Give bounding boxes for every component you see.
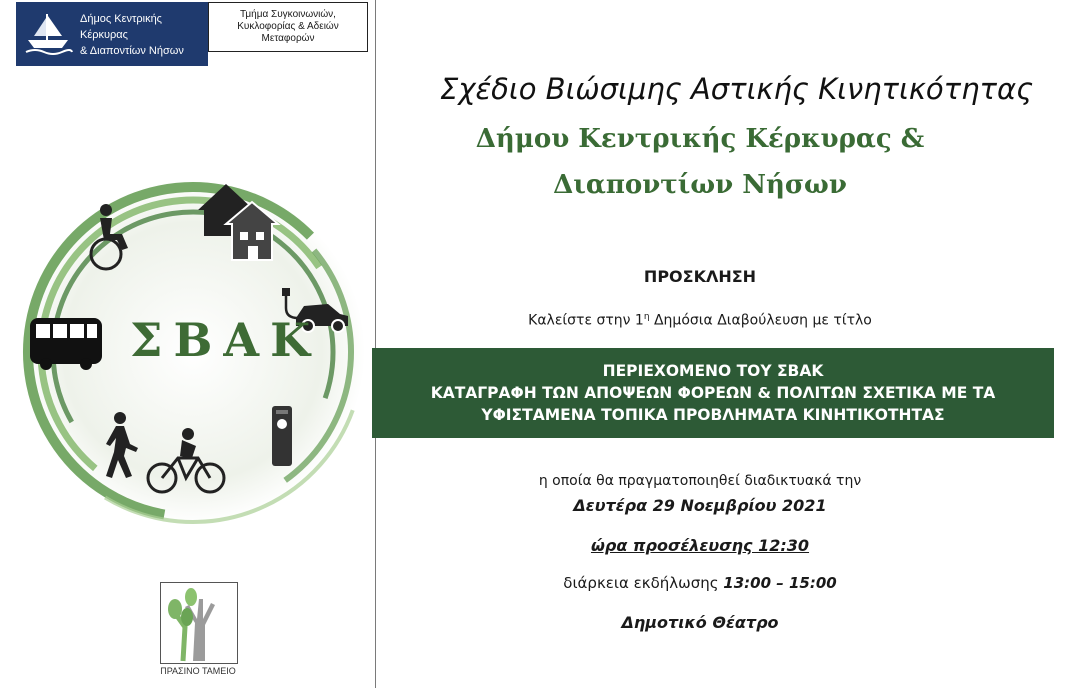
municipality-logo [16, 2, 208, 66]
plan-title: Σχέδιο Βιώσιμης Αστικής Κινητικότητας [440, 72, 1034, 106]
duration-label: διάρκεια εκδήλωσης [563, 574, 724, 592]
municipality-line: Δήμος Κεντρικής [80, 13, 162, 25]
intro-superscript: η [643, 312, 650, 322]
invitation-intro [380, 312, 1020, 329]
ship-icon [22, 8, 74, 60]
bus-icon [30, 318, 102, 370]
event-duration [380, 574, 1020, 592]
banner-line: ΠΕΡΙΕΧΟΜΕΝΟ ΤΟΥ ΣΒΑΚ [602, 362, 824, 380]
consultation-banner [372, 348, 1054, 438]
department-line: Κυκλοφορίας & Αδειών [237, 21, 339, 32]
green-fund-label: ΠΡΑΣΙΝΟ ΤΑΜΕΙΟ [160, 666, 236, 676]
banner-line: ΥΦΙΣΤΑΜΕΝΑ ΤΟΠΙΚΑ ΠΡΟΒΛΗΜΑΤΑ ΚΙΝΗΤΙΚΟΤΗΤΑΣ [481, 406, 945, 424]
vertical-divider [375, 0, 376, 688]
municipality-title [380, 116, 1020, 208]
online-note: η οποία θα πραγματοποιηθεί διαδικτυακά την [538, 473, 862, 489]
municipality-name [80, 11, 184, 59]
municipality-line: Κέρκυρας [80, 29, 128, 41]
banner-line: ΚΑΤΑΓΡΑΦΗ ΤΩΝ ΑΠΟΨΕΩΝ ΦΟΡΕΩΝ & ΠΟΛΙΤΩΝ ΣΧΕΤΙΚΑ ΜΕ ΤΑ [430, 384, 996, 402]
department-box [208, 2, 368, 52]
tree-icon [161, 583, 237, 663]
charging-station-icon [272, 406, 292, 466]
arrival-time: ώρα προσέλευσης 12:30 [590, 536, 810, 555]
sbak-label: ΣΒΑΚ [130, 313, 322, 367]
duration-value: 13:00 – 15:00 [723, 574, 837, 592]
intro-text: Καλείστε στην 1 [528, 312, 644, 329]
department-line: Μεταφορών [261, 33, 315, 44]
invitation-heading: ΠΡΟΣΚΛΗΣΗ [643, 267, 757, 286]
title-line: Δήμου Κεντρικής Κέρκυρας & [475, 124, 925, 154]
municipality-line: & Διαποντίων Νήσων [80, 45, 184, 57]
department-line: Τμήμα Συγκοινωνιών, [240, 9, 336, 20]
event-date: Δευτέρα 29 Νοεμβρίου 2021 [573, 496, 827, 515]
title-line: Διαποντίων Νήσων [553, 170, 847, 200]
green-fund-logo [160, 582, 238, 664]
intro-text: Δημόσια Διαβούλευση με τίτλο [649, 312, 872, 329]
event-venue: Δημοτικό Θέατρο [621, 613, 779, 632]
